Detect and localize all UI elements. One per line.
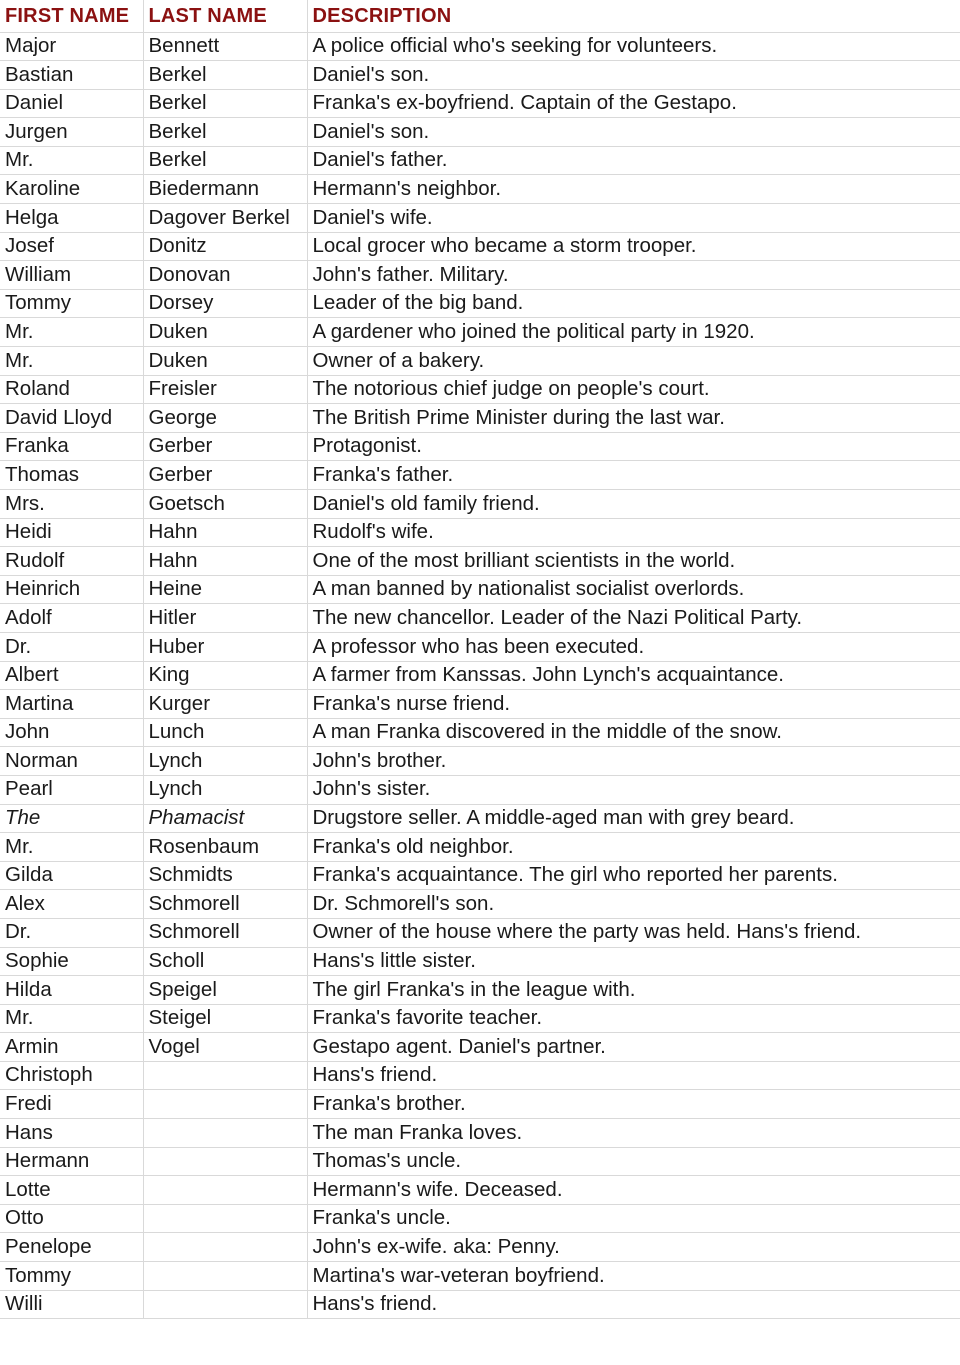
cell-last-name[interactable]: Freisler [143,375,307,404]
cell-last-name[interactable]: Lynch [143,747,307,776]
cell-description[interactable]: The British Prime Minister during the last war. [307,404,960,433]
header-row [0,0,960,32]
cell-last-name[interactable]: Donovan [143,261,307,290]
cell-description[interactable]: Franka's acquaintance. The girl who reported her parents. [307,861,960,890]
table-row [0,261,960,290]
cell-last-name[interactable]: Berkel [143,61,307,90]
cell-description[interactable]: Franka's nurse friend. [307,690,960,719]
cell-first-name[interactable]: Lotte [0,1176,143,1205]
cell-last-name[interactable]: Lynch [143,775,307,804]
cell-first-name[interactable]: Major [0,32,143,61]
cell-last-name[interactable]: Donitz [143,232,307,261]
table-row [0,890,960,919]
cell-last-name[interactable] [143,1176,307,1205]
cell-first-name[interactable]: Daniel [0,89,143,118]
table-row [0,490,960,519]
cell-description[interactable]: The man Franka loves. [307,1119,960,1148]
cell-description[interactable]: A professor who has been executed. [307,632,960,661]
cell-last-name[interactable]: Dagover Berkel [143,204,307,233]
cell-description[interactable]: Protagonist. [307,432,960,461]
cell-description[interactable]: Daniel's wife. [307,204,960,233]
cell-description[interactable]: A man Franka discovered in the middle of the snow. [307,718,960,747]
cell-first-name[interactable]: Mr. [0,146,143,175]
cell-first-name[interactable]: Mr. [0,318,143,347]
cell-first-name[interactable]: Heinrich [0,575,143,604]
cell-last-name[interactable]: Huber [143,632,307,661]
cell-last-name[interactable]: Heine [143,575,307,604]
cell-last-name[interactable]: Vogel [143,1033,307,1062]
cell-description[interactable]: Local grocer who became a storm trooper. [307,232,960,261]
cell-first-name[interactable]: Penelope [0,1233,143,1262]
cell-last-name[interactable]: Hahn [143,518,307,547]
table-row [0,1119,960,1148]
cell-description[interactable]: Franka's old neighbor. [307,833,960,862]
cell-last-name[interactable]: Speigel [143,976,307,1005]
cell-description[interactable]: Owner of a bakery. [307,347,960,376]
cell-description[interactable]: Thomas's uncle. [307,1147,960,1176]
cell-description[interactable]: One of the most brilliant scientists in the world. [307,547,960,576]
cell-description[interactable]: Franka's uncle. [307,1204,960,1233]
cell-last-name[interactable]: Schmidts [143,861,307,890]
table-row [0,32,960,61]
cell-last-name[interactable] [143,1262,307,1291]
cell-first-name[interactable]: William [0,261,143,290]
cell-first-name[interactable]: Albert [0,661,143,690]
table-row [0,347,960,376]
cell-last-name[interactable]: Bennett [143,32,307,61]
cell-last-name[interactable]: Berkel [143,89,307,118]
table-row [0,461,960,490]
table-row [0,118,960,147]
table-row [0,175,960,204]
cell-first-name[interactable]: Otto [0,1204,143,1233]
table-row [0,833,960,862]
cell-last-name[interactable]: Gerber [143,461,307,490]
cell-description[interactable]: The girl Franka's in the league with. [307,976,960,1005]
cell-last-name[interactable]: Goetsch [143,490,307,519]
table-row [0,947,960,976]
cell-first-name[interactable]: Pearl [0,775,143,804]
cell-description[interactable]: Dr. Schmorell's son. [307,890,960,919]
cell-last-name[interactable] [143,1233,307,1262]
table-row [0,1204,960,1233]
cell-last-name[interactable]: Rosenbaum [143,833,307,862]
cell-first-name[interactable]: Fredi [0,1090,143,1119]
cell-description[interactable]: Rudolf's wife. [307,518,960,547]
column-header-first-name[interactable]: FIRST NAME [0,0,143,32]
cell-description[interactable]: Franka's father. [307,461,960,490]
cell-first-name[interactable]: Karoline [0,175,143,204]
cell-description[interactable]: A gardener who joined the political party in 1920. [307,318,960,347]
cell-last-name[interactable]: Hitler [143,604,307,633]
table-row [0,718,960,747]
cell-description[interactable]: John's sister. [307,775,960,804]
table-row [0,1090,960,1119]
column-header-last-name[interactable]: LAST NAME [143,0,307,32]
table-row [0,861,960,890]
cell-description[interactable]: The notorious chief judge on people's court. [307,375,960,404]
cell-description[interactable]: Owner of the house where the party was held. Hans's friend. [307,918,960,947]
cell-first-name[interactable]: Christoph [0,1061,143,1090]
cell-last-name[interactable]: Gerber [143,432,307,461]
table-row [0,518,960,547]
cell-first-name[interactable]: Alex [0,890,143,919]
cell-last-name[interactable] [143,1090,307,1119]
cell-last-name[interactable]: Kurger [143,690,307,719]
cell-last-name[interactable] [143,1204,307,1233]
cell-last-name[interactable]: Schmorell [143,890,307,919]
cell-description[interactable]: Daniel's old family friend. [307,490,960,519]
cell-first-name[interactable]: John [0,718,143,747]
cell-first-name[interactable]: Helga [0,204,143,233]
table-row [0,661,960,690]
cell-last-name[interactable]: Duken [143,318,307,347]
cell-last-name[interactable]: Lunch [143,718,307,747]
cell-description[interactable]: Franka's favorite teacher. [307,1004,960,1033]
cell-first-name[interactable]: Bastian [0,61,143,90]
cell-last-name[interactable] [143,1061,307,1090]
cell-first-name[interactable]: Franka [0,432,143,461]
cell-first-name[interactable]: Tommy [0,289,143,318]
cell-last-name[interactable]: Scholl [143,947,307,976]
cell-first-name[interactable]: Dr. [0,632,143,661]
cell-last-name[interactable]: Berkel [143,118,307,147]
cell-description[interactable]: Daniel's father. [307,146,960,175]
cell-first-name[interactable]: Mr. [0,347,143,376]
cell-first-name[interactable]: Heidi [0,518,143,547]
cell-description[interactable]: The new chancellor. Leader of the Nazi Political Party. [307,604,960,633]
table-row [0,232,960,261]
table-row [0,632,960,661]
table-row [0,547,960,576]
table-row [0,1176,960,1205]
cell-first-name[interactable]: Thomas [0,461,143,490]
cell-first-name[interactable]: Mr. [0,1004,143,1033]
cell-first-name[interactable]: Hilda [0,976,143,1005]
cell-first-name[interactable]: Rudolf [0,547,143,576]
cell-first-name[interactable]: The [0,804,143,833]
table-row [0,204,960,233]
cell-first-name[interactable]: Dr. [0,918,143,947]
table-row [0,289,960,318]
table-row [0,375,960,404]
cell-first-name[interactable]: Tommy [0,1262,143,1291]
table-row [0,575,960,604]
table-row [0,1061,960,1090]
cell-description[interactable]: John's father. Military. [307,261,960,290]
table-row [0,1290,960,1319]
table-row [0,690,960,719]
cell-description[interactable]: Martina's war-veteran boyfriend. [307,1262,960,1291]
cell-last-name[interactable]: Dorsey [143,289,307,318]
table-row [0,976,960,1005]
table-row [0,1233,960,1262]
table-row [0,747,960,776]
cell-description[interactable]: Hans's friend. [307,1290,960,1319]
table-row [0,318,960,347]
cell-first-name[interactable]: Mr. [0,833,143,862]
cell-first-name[interactable]: Jurgen [0,118,143,147]
cell-last-name[interactable]: Steigel [143,1004,307,1033]
cell-first-name[interactable]: Norman [0,747,143,776]
cell-description[interactable]: A police official who's seeking for volunteers. [307,32,960,61]
table-row [0,404,960,433]
cell-first-name[interactable]: Hans [0,1119,143,1148]
cell-last-name[interactable]: Schmorell [143,918,307,947]
cell-last-name[interactable] [143,1147,307,1176]
table-row [0,432,960,461]
cell-description[interactable]: A man banned by nationalist socialist overlords. [307,575,960,604]
cell-first-name[interactable]: Armin [0,1033,143,1062]
cell-last-name[interactable]: George [143,404,307,433]
cell-first-name[interactable]: Josef [0,232,143,261]
cell-first-name[interactable]: Mrs. [0,490,143,519]
cell-last-name[interactable] [143,1290,307,1319]
cell-description[interactable]: John's brother. [307,747,960,776]
cell-first-name[interactable]: Adolf [0,604,143,633]
cell-last-name[interactable]: Hahn [143,547,307,576]
cell-last-name[interactable]: Berkel [143,146,307,175]
cell-first-name[interactable]: Willi [0,1290,143,1319]
cell-description[interactable]: John's ex-wife. aka: Penny. [307,1233,960,1262]
table-row [0,89,960,118]
table-row [0,775,960,804]
table-row [0,918,960,947]
table-row [0,604,960,633]
cell-description[interactable]: Franka's ex-boyfriend. Captain of the Gestapo. [307,89,960,118]
table-row [0,1262,960,1291]
cell-description[interactable]: A farmer from Kanssas. John Lynch's acquaintance. [307,661,960,690]
cell-description[interactable]: Hermann's wife. Deceased. [307,1176,960,1205]
cell-first-name[interactable]: David Lloyd [0,404,143,433]
cell-description[interactable]: Drugstore seller. A middle-aged man with grey beard. [307,804,960,833]
cell-description[interactable]: Hans's friend. [307,1061,960,1090]
cell-last-name[interactable]: Duken [143,347,307,376]
table-row [0,1147,960,1176]
cell-first-name[interactable]: Hermann [0,1147,143,1176]
cell-last-name[interactable]: Phamacist [143,804,307,833]
cell-description[interactable]: Gestapo agent. Daniel's partner. [307,1033,960,1062]
table-row [0,61,960,90]
cell-description[interactable]: Leader of the big band. [307,289,960,318]
cell-description[interactable]: Hans's little sister. [307,947,960,976]
cell-last-name[interactable]: King [143,661,307,690]
cell-first-name[interactable]: Gilda [0,861,143,890]
table-row [0,1033,960,1062]
cell-description[interactable]: Hermann's neighbor. [307,175,960,204]
cell-last-name[interactable]: Biedermann [143,175,307,204]
cell-last-name[interactable] [143,1119,307,1148]
table-row [0,146,960,175]
cell-description[interactable]: Daniel's son. [307,61,960,90]
table-row [0,804,960,833]
table-row [0,1004,960,1033]
cell-first-name[interactable]: Sophie [0,947,143,976]
cell-first-name[interactable]: Roland [0,375,143,404]
cell-description[interactable]: Daniel's son. [307,118,960,147]
cell-description[interactable]: Franka's brother. [307,1090,960,1119]
cell-first-name[interactable]: Martina [0,690,143,719]
column-header-description[interactable]: DESCRIPTION [307,0,960,32]
